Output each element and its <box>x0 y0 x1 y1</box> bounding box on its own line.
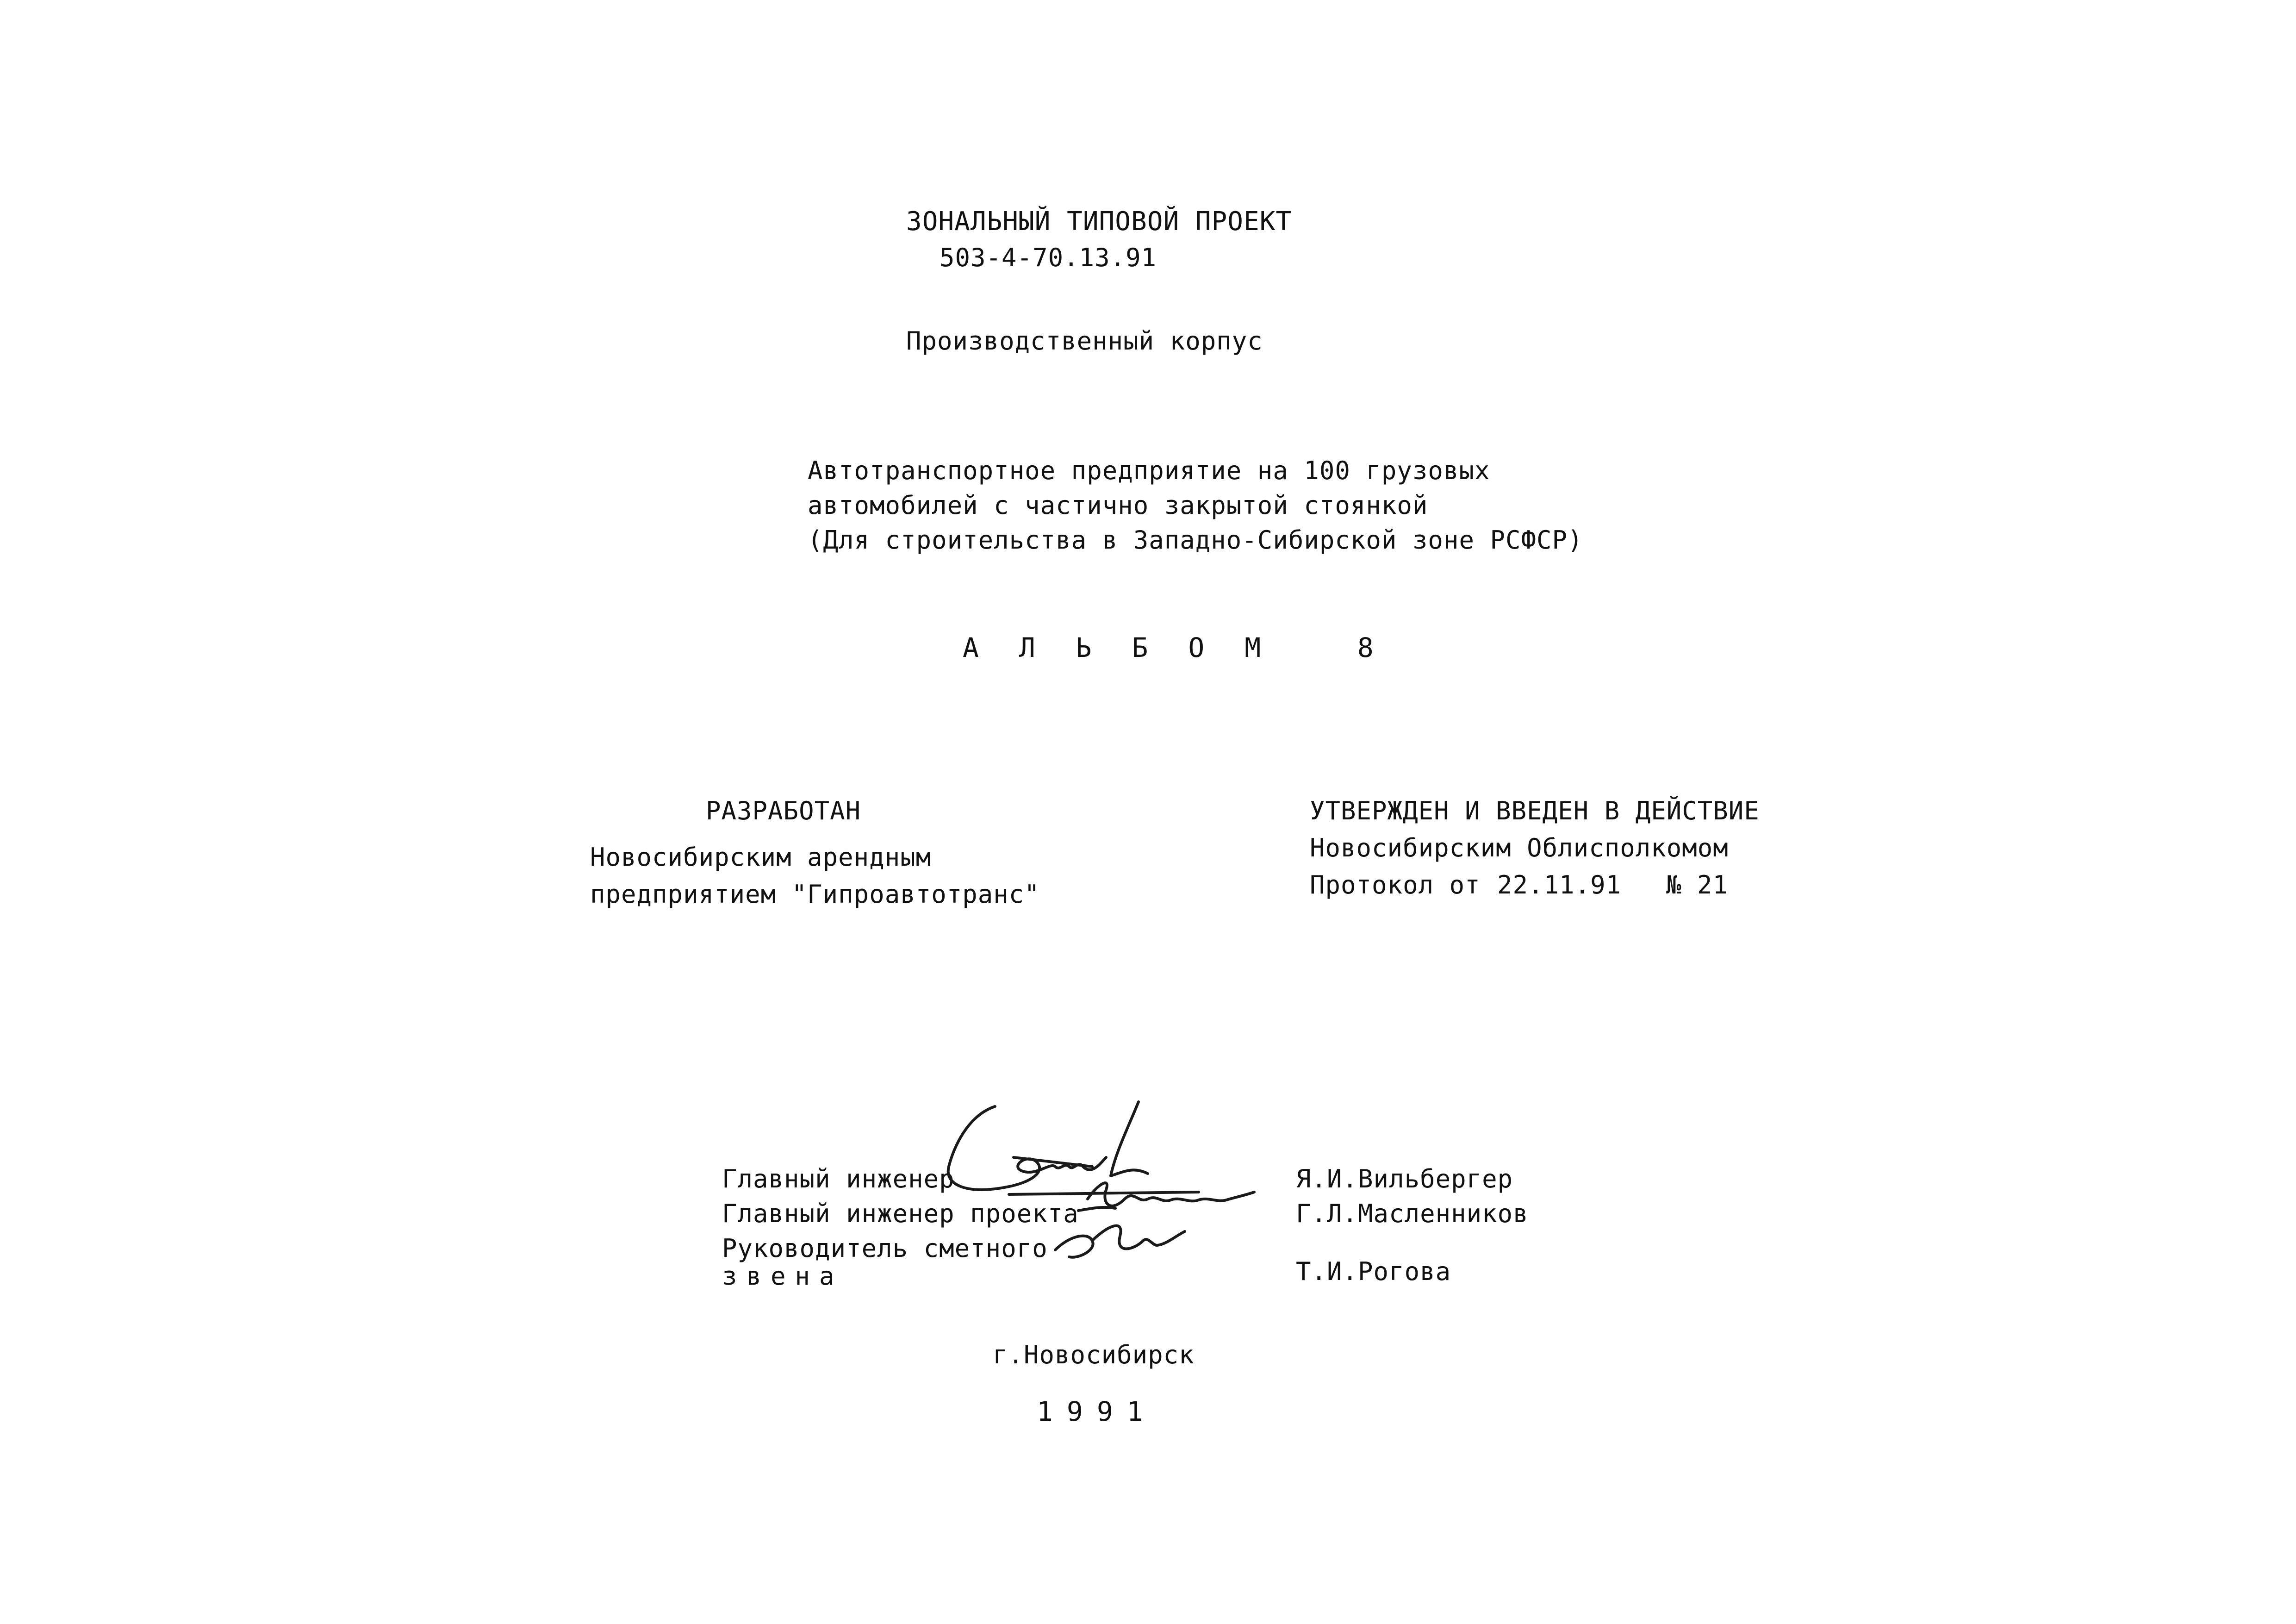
building-name: Производственный корпус <box>906 326 1263 356</box>
signature-1 <box>948 1102 1148 1190</box>
project-number: 503-4-70.13.91 <box>940 243 1157 272</box>
developed-heading: РАЗРАБОТАН <box>706 796 861 825</box>
approved-line-1: Новосибирским Облисполкомом <box>1310 833 1729 862</box>
signatory-role-estimate-lead-line-2: звена <box>722 1262 844 1291</box>
project-type: ЗОНАЛЬНЫЙ ТИПОВОЙ ПРОЕКТ <box>906 206 1292 237</box>
description-line-1: Автотранспортное предприятие на 100 грузовых <box>808 456 1490 485</box>
signatory-role-estimate-lead: Руководитель сметного <box>722 1234 1048 1263</box>
protocol-number: № 21 <box>1666 870 1729 899</box>
album-number: А Л Ь Б О М 8 <box>963 632 1386 663</box>
signatory-role-chief-project-engineer: Главный инженер проекта <box>722 1199 1079 1228</box>
protocol-label: Протокол от <box>1310 870 1481 899</box>
signature-3 <box>1055 1226 1185 1257</box>
description-line-2: автомобилей с частично закрытой стоянкой <box>808 491 1428 520</box>
approved-heading: УТВЕРЖДЕН И ВВЕДЕН В ДЕЙСТВИЕ <box>1310 796 1760 825</box>
signatory-role-chief-engineer: Главный инженер <box>722 1164 955 1193</box>
protocol-date: 22.11.91 <box>1497 870 1622 899</box>
year: 1991 <box>1037 1396 1157 1427</box>
signatory-name-chief-engineer: Я.И.Вильбергер <box>1296 1164 1513 1193</box>
signature-2 <box>1009 1183 1254 1211</box>
description-line-3: (Для строительства в Западно-Сибирской зоне РСФСР) <box>808 525 1583 555</box>
developed-line-2: предприятием "Гипроавтотранс" <box>590 880 1040 909</box>
handwritten-signatures <box>940 1097 1291 1292</box>
signatory-name-chief-project-engineer: Г.Л.Масленников <box>1296 1199 1529 1228</box>
city: г.Новосибирск <box>993 1340 1195 1369</box>
signatory-name-estimate-lead: Т.И.Рогова <box>1296 1257 1451 1286</box>
developed-line-1: Новосибирским арендным <box>590 843 932 872</box>
